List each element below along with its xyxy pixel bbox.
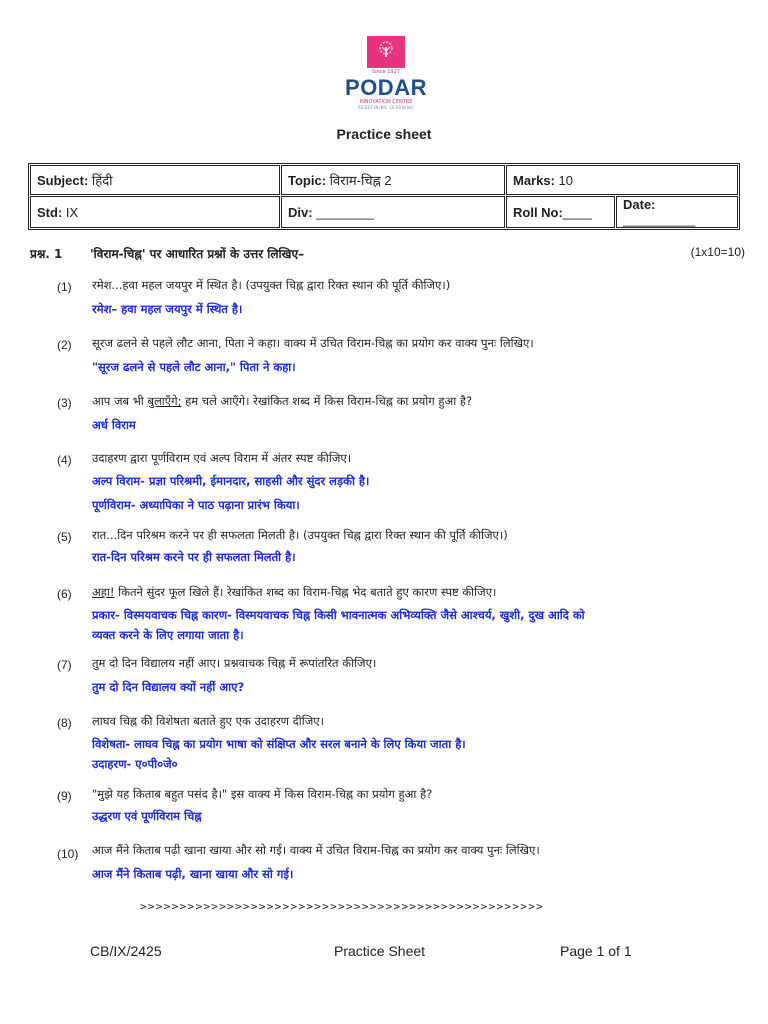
item-answer: आज मैंने किताब पढ़ी, खाना खाया और सो गई। [92,867,294,881]
item-answer: रात-दिन परिश्रम करने पर ही सफलता मिलती है। [92,550,296,564]
date-label: Date: [623,197,656,212]
item-question-part: आप जब भी [92,394,148,408]
item-question: लाघव चिह्न की विशेषता बताते हुए एक उदाहरण दीजिए। [92,714,324,728]
div-label: Div: [288,204,313,220]
div-value: ________ [316,204,375,220]
std-label: Std: [37,204,63,220]
item-answer: विशेषता- लाघव चिह्न का प्रयोग भाषा को संक्षिप्त और सरल बनाने के लिए किया जाता है। [92,737,466,751]
item-question: "मुझे यह किताब बहुत पसंद है।" इस वाक्य में किस विराम-चिह्न का प्रयोग हुआ है? [92,787,433,801]
end-separator: >>>>>>>>>>>>>>>>>>>>>>>>>>>>>>>>>>>>>>>>>>>>>>>>>>> [140,900,545,913]
item-answer: प्रकार- विस्मयवाचक चिह्न कारण- विस्मयवाचक चिह्न किसी भावनात्मक अभिव्यक्ति जैसे आश्चर्य, खुशी, दुख आदि को [92,608,585,622]
footer-title: Practice Sheet [334,943,426,959]
footer-page: Page 1 of 1 [560,943,632,959]
question-number: प्रश्न. 1 [30,247,63,261]
item-answer: उदाहरण- ए०पी०जे० [92,757,178,771]
item-question: उदाहरण द्वारा पूर्णविराम एवं अल्प विराम में अंतर स्पष्ट कीजिए। [92,451,352,465]
item-answer: उद्धरण एवं पूर्णविराम चिह्न [92,809,202,823]
topic-cell [281,165,505,195]
item-question [92,394,472,409]
std-cell [30,196,280,228]
item-answer: अल्प विराम- प्रज्ञा परिश्रमी, ईमानदार, साहसी और सुंदर लड़की है। [92,474,370,488]
item-answer: अर्ध विराम [92,418,136,432]
roll-value: ____ [562,204,592,220]
marks-cell [506,165,738,195]
subject-label: Subject: [37,173,89,188]
question-marks: (1x10=10) [690,245,745,259]
item-question: आज मैंने किताब पढ़ी खाना खाया और सो गई। वाक्य में उचित विराम-चिह्न का प्रयोग कर वाक्य पुनः लिखिए। [92,843,540,857]
date-cell [616,196,738,228]
item-number: (4) [57,453,72,467]
page-title: Practice sheet [336,126,432,142]
item-question: सूरज ढलने से पहले लौट आना, पिता ने कहा। वाक्य में उचित विराम-चिह्न का प्रयोग कर वाक्य पुनः लिखिए। [92,336,534,350]
logo-since: Since 1927 [372,69,400,75]
footer-code: CB/IX/2425 [90,943,162,959]
roll-cell [506,196,615,228]
item-number: (2) [57,338,72,352]
item-question: तुम दो दिन विद्यालय नहीं आए। प्रश्नवाचक चिह्न में रूपांतरित कीजिए। [92,656,377,670]
marks-value: 10 [558,172,574,188]
date-value: __________ [623,212,696,227]
item-answer: पूर्णविराम- अध्यापिका ने पाठ पढ़ाना प्रारंभ किया। [92,498,300,512]
podar-logo [340,36,432,111]
item-question: रमेश...हवा महल जयपुर में स्थित है। (उपयुक्त चिह्न द्वारा रिक्त स्थान की पूर्ति कीजिए।) [92,278,451,292]
tree-logo-icon [367,36,405,68]
std-value: IX [65,204,79,220]
marks-label: Marks: [513,172,555,188]
logo-tagline: REDEFINING LEARNING [358,105,414,110]
roll-label: Roll No: [513,204,563,220]
item-question [92,585,496,600]
subject-value: हिंदी [91,173,113,188]
item-answer: "सूरज ढलने से पहले लौट आना," पिता ने कहा। [92,360,296,374]
logo-subtitle: INNOVATION CENTRE [359,99,413,105]
header-table [28,163,740,230]
question-text: 'विराम-चिह्न' पर आधारित प्रश्नों के उत्तर लिखिए– [90,247,305,261]
subject-cell [30,165,280,195]
item-number: (10) [57,847,79,861]
item-question: रात...दिन परिश्रम करने पर ही सफलता मिलती है। (उपयुक्त चिह्न द्वारा रिक्त स्थान की पूर्ति कीजिए।) [92,528,508,542]
topic-label: Topic: [288,173,327,188]
logo-name: PODAR [345,75,427,100]
item-number: (8) [57,716,72,730]
item-number: (6) [57,587,72,601]
item-number: (7) [57,658,72,672]
item-answer: व्यक्त करने के लिए लगाया जाता है। [92,628,244,642]
div-cell [281,196,505,228]
item-answer: तुम दो दिन विद्यालय क्यों नहीं आए? [92,680,245,694]
underlined-word: अहा! [92,585,115,599]
item-question-part: कितने सुंदर फूल खिले हैं। रेखांकित शब्द का विराम-चिह्न भेद बताते हुए कारण स्पष्ट कीजिए। [114,585,497,599]
item-number: (1) [57,280,72,294]
item-number: (3) [57,396,72,410]
item-question-part: हम चले आएँगे। रेखांकित शब्द में किस विराम-चिह्न का प्रयोग हुआ है? [181,394,473,408]
item-answer: रमेश– हवा महल जयपुर में स्थित है। [92,302,243,316]
item-number: (5) [57,530,72,544]
header-row-2 [30,196,738,228]
underlined-word: बुलाएँगे; [147,394,182,408]
topic-value: विराम-चिह्न 2 [329,173,392,188]
item-number: (9) [57,789,72,803]
header-row-1 [30,165,738,195]
